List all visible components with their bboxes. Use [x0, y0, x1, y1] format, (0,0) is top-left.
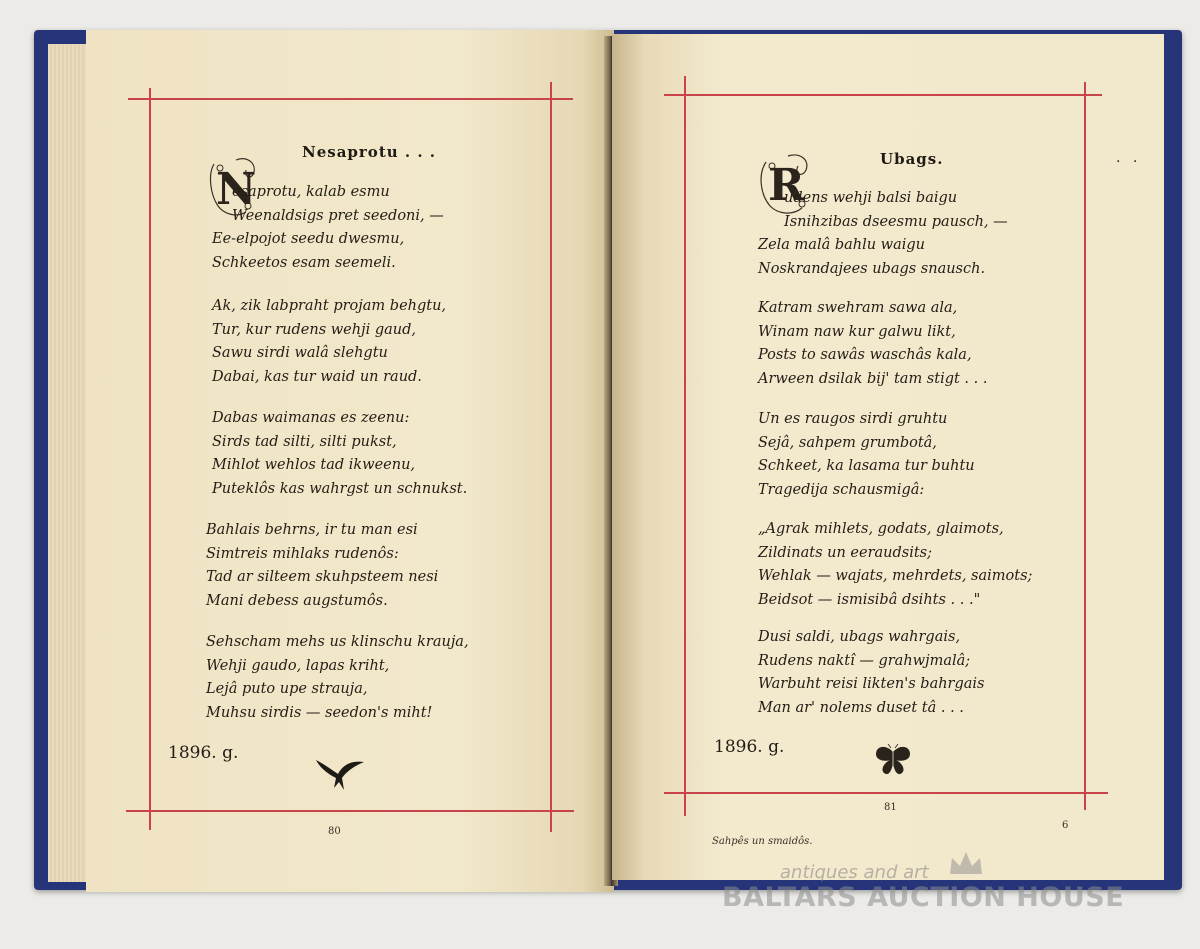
left-stanza-1-cont: [212, 228, 404, 275]
poem-line: Wehlak — wajats, mehrdets, saimots;: [758, 568, 1033, 584]
right-page-number: 81: [884, 802, 897, 813]
right-stanza-1-cont: [758, 234, 985, 281]
poem-line: Sehscham mehs us klinschu krauja,: [206, 634, 469, 650]
poem-line: Wehji gaudo, lapas kriht,: [206, 657, 390, 674]
poem-line: Noskrandajees ubags snausch.: [758, 260, 986, 277]
right-stanza-5: [758, 626, 985, 720]
poem-line: Simtreis mihlaks rudenôs:: [206, 545, 399, 562]
right-stanza-4: [758, 518, 1032, 612]
right-footer-book-title: Sahpês un smaidôs.: [712, 836, 813, 847]
right-frame-left-rule: [684, 76, 686, 816]
poem-line: udens wehji balsi baigu: [784, 190, 958, 206]
poem-line: Muhsu sirdis — seedon's miht!: [206, 704, 433, 721]
poem-line: Beidsot — ismisibâ dsihts . . .": [758, 591, 981, 608]
poem-line: Winam naw kur galwu likt,: [758, 323, 956, 340]
right-poem-date: 1896. g.: [714, 737, 785, 757]
poem-line: Zela malâ bahlu waigu: [758, 237, 925, 253]
left-frame-right-rule: [550, 82, 552, 832]
poem-line: Isnihzibas dseesmu pausch, —: [784, 213, 1008, 230]
right-stanza-2: [758, 297, 987, 391]
poem-line: Ee-elpojot seedu dwesmu,: [212, 231, 405, 247]
left-page-number: 80: [328, 826, 341, 837]
left-stanza-1: [232, 181, 444, 228]
poem-line: Dusi saldi, ubags wahrgais,: [758, 629, 961, 645]
left-poem-date: 1896. g.: [168, 743, 239, 763]
poem-line: esaprotu, kalab esmu: [232, 184, 390, 200]
page-edges: [48, 44, 88, 882]
poem-line: „Agrak mihlets, godats, glaimots,: [758, 521, 1004, 537]
swallow-icon: [314, 752, 366, 792]
poem-line: Puteklôs kas wahrgst un schnukst.: [212, 480, 468, 497]
poem-line: Lejâ puto upe strauja,: [206, 681, 368, 697]
right-frame-top-rule: [664, 94, 1102, 96]
crown-icon: [948, 850, 984, 876]
poem-line: Tragedija schausmigâ:: [758, 481, 925, 498]
right-drop-cap: R: [768, 160, 805, 211]
left-frame-left-rule: [149, 88, 151, 830]
poem-line: Arween dsilak bij' tam stigt . . .: [758, 370, 988, 387]
right-stanza-3: [758, 408, 975, 502]
left-frame-top-rule: [128, 98, 573, 100]
watermark-name: BALTARS AUCTION HOUSE: [722, 882, 1125, 913]
poem-line: Schkeet, ka lasama tur buhtu: [758, 458, 975, 474]
right-frame-bottom-rule: [664, 792, 1108, 794]
poem-line: Ak, zik labpraht projam behgtu,: [212, 298, 447, 314]
left-stanza-2: [212, 295, 446, 389]
poem-line: Tad ar silteem skuhpsteem nesi: [206, 569, 439, 585]
poem-line: Man ar' nolems duset tâ . . .: [758, 699, 964, 716]
poem-line: Tur, kur rudens wehji gaud,: [212, 321, 416, 338]
poem-line: Mihlot wehlos tad ikweenu,: [212, 457, 416, 473]
poem-line: Sirds tad silti, silti pukst,: [212, 433, 397, 450]
right-stanza-1: [784, 187, 1008, 234]
right-poem-title: Ubags.: [880, 150, 944, 168]
poem-line: Katram swehram sawa ala,: [758, 300, 958, 316]
poem-line: Mani debess augstumôs.: [206, 592, 388, 609]
poem-line: Zildinats un eeraudsits;: [758, 544, 933, 561]
poem-line: Un es raugos sirdi gruhtu: [758, 411, 948, 427]
left-stanza-5: [206, 631, 469, 725]
poem-line: Sejâ, sahpem grumbotâ,: [758, 434, 937, 451]
butterfly-icon: [874, 744, 912, 776]
poem-line: Sawu sirdi walâ slehgtu: [212, 345, 388, 361]
right-margin-dots: . .: [1116, 150, 1142, 166]
left-stanza-3: [212, 407, 467, 501]
left-frame-bottom-rule: [126, 810, 574, 812]
poem-line: Bahlais behrns, ir tu man esi: [206, 522, 418, 538]
poem-line: Warbuht reisi likten's bahrgais: [758, 676, 985, 692]
left-drop-cap: N: [216, 164, 257, 215]
poem-line: Weenaldsigs pret seedoni, —: [232, 207, 444, 224]
poem-line: Rudens naktî — grahwjmalâ;: [758, 652, 971, 669]
poem-line: Dabai, kas tur waid un raud.: [212, 368, 422, 385]
poem-line: Posts to sawâs waschâs kala,: [758, 347, 972, 363]
watermark-tagline: antiques and art: [780, 862, 929, 883]
poem-line: Dabas waimanas es zeenu:: [212, 410, 410, 426]
right-signature-mark: 6: [1062, 820, 1069, 831]
poem-line: Schkeetos esam seemeli.: [212, 254, 396, 271]
right-frame-right-rule: [1084, 82, 1086, 810]
left-stanza-4: [206, 519, 438, 613]
left-poem-title: Nesaprotu . . .: [302, 143, 436, 161]
